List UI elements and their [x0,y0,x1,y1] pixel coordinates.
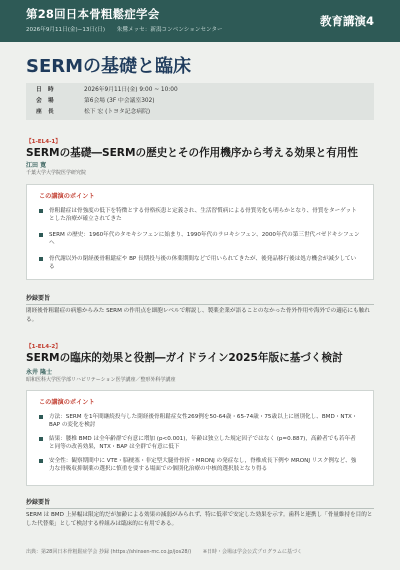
square-bullet-icon [39,415,43,419]
key-point: 安全性：観察期間中に VTE・脳梗塞・非定型大腿骨骨折・MRONJ の発症なし，脊椎成長下例や MRONJ リスク例など、強力な骨吸収抑制薬の選択に慎重を要する場面での個別化治療の中核的選択肢となり得る [39,457,361,474]
key-point: 骨粗鬆症は骨強度の低下を特徴とする骨格疾患と定義され、生活習慣病による骨質劣化も明らかとなり、骨質をターゲットとした治療が確立されてきた [39,207,361,224]
lecturer-affiliation: 昭和医科大学医学部リハビリテーション医学講座／整形外科学講座 [26,377,176,383]
square-bullet-icon [39,257,43,261]
lecturer-name: 江田 寛 [26,162,47,169]
lecture-code: 【1-EL4-2】 [26,344,61,350]
conference-title: 第28回日本骨粗鬆症学会 [26,7,160,21]
lecturer-name: 永井 隆士 [26,369,53,376]
session-title: SERMの基礎と臨床 [26,56,192,77]
footer-source: 出典：第28回日本骨粗鬆症学会 抄録 (https://shinsen-mc.co.jp/jos28/) [26,549,192,555]
key-points-title: この講演のポイント [39,193,95,200]
divider [26,304,374,305]
session-badge: 教育講演4 [319,14,374,28]
abstract-text: 閉経後骨粗鬆症の病態からみた SERM の作用点を細胞レベルで解説し、製薬企業が語ることのなかった骨外作用や海外での適応にも触れる。 [26,308,370,323]
conference-details [26,25,233,33]
key-points-box [26,390,374,486]
key-point: 結果：腰椎 BMD は全年齢群で有意に増加 (p<0.001)，年齢は独立した規定因子ではなく (p=0.887)，高齢者でも若年者と同等の改善効果，NTX・BAP は全群で有意に低下 [39,435,361,452]
lecture-code: 【1-EL4-1】 [26,139,61,145]
info-value: 松下 宏 (トヨタ記念病院) [84,109,151,115]
key-points-title: この講演のポイント [39,399,95,406]
footer-note: ※日時・会場は学会公式プログラムに基づく [202,549,302,555]
session-info-box [26,83,374,120]
square-bullet-icon [39,459,43,463]
lecture-title: SERMの臨床的効果と役割―ガイドライン2025年版に基づく検討 [26,352,343,364]
divider [26,508,374,509]
square-bullet-icon [39,233,43,237]
footer [26,548,374,555]
info-key: 会 場 [36,98,56,104]
square-bullet-icon [39,437,43,441]
conference-venue: 朱鷺メッセ：新潟コンベンションセンター [116,27,223,33]
abstract-text: SERM は BMD 上昇幅は限定的だが加齢による効果の減弱がみられず、特に低率で安定した効果を示す。歯科と連携し「骨量維持を目的とした代替薬」として検討する枠組みは臨床的に有用である。 [26,512,373,527]
conference-header [0,0,400,42]
info-value: 第6会場 (3F 中会議室302) [84,98,155,104]
square-bullet-icon [39,209,43,213]
abstract-heading: 抄録要旨 [26,499,51,506]
key-point: SERM の歴史：1960年代のタモキシフェンに始まり、1990年代のラロキシフェン、2000年代の第三世代バゼドキシフェンへ [39,231,361,248]
info-key: 座 長 [36,109,56,115]
conference-date: 2026年9月11日(金)−13日(日) [26,27,106,33]
info-value: 2026年9月11日(金) 9:00 ~ 10:00 [84,87,178,93]
lecturer-affiliation: 千葉大学大学院医学研究院 [26,170,87,176]
abstract-heading: 抄録要旨 [26,295,51,302]
key-point: 骨代謝以外の閉経後骨粗鬆症や BP 長期投与後の休薬期間などで用いられてきたが、後発品移行後は処方機会が減少している [39,255,361,272]
lecture-title: SERMの基礎―SERMの歴史とその作用機序から考える効果と有用性 [26,147,358,159]
key-point: 方法：SERM を1年間継続投与した閉経後骨粗鬆症女性269例を50-64歳・65-74歳・75歳以上に層別化し、BMD・NTX・BAP の変化を検討 [39,413,361,430]
key-points-box [26,184,374,280]
info-key: 日 時 [36,87,56,93]
